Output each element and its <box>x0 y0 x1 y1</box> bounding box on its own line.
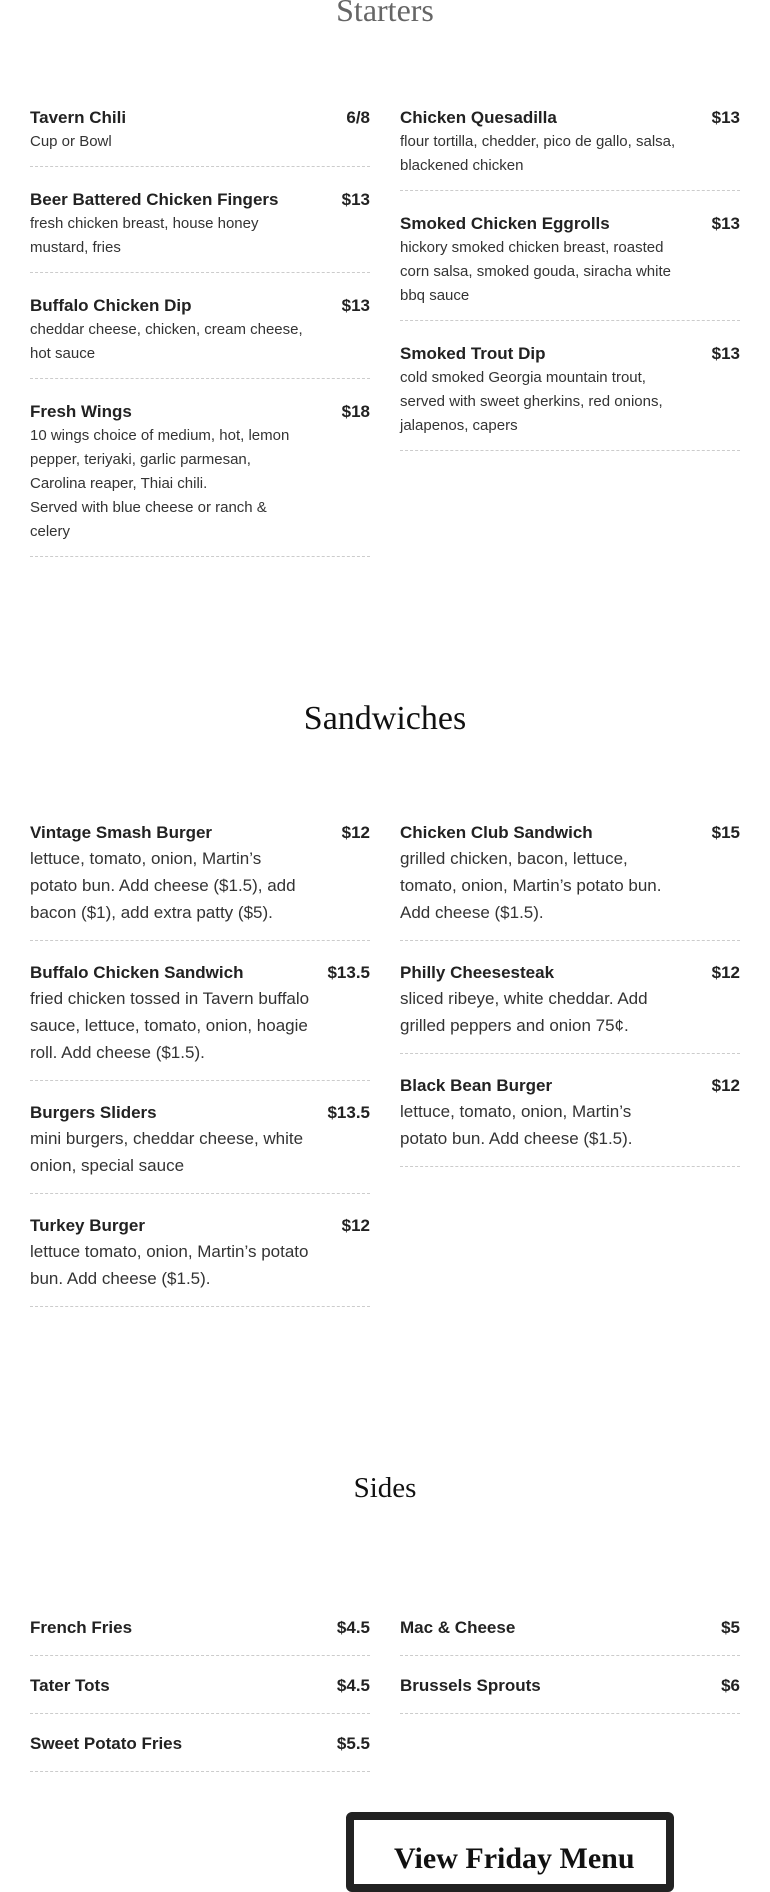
item-price: $5 <box>721 1618 740 1637</box>
item-price: $12 <box>341 1216 370 1235</box>
starters-left-column <box>30 106 370 578</box>
menu-item <box>30 1214 370 1307</box>
item-price: $13 <box>711 108 740 127</box>
sandwiches-right-column <box>400 821 740 1187</box>
item-name: Smoked Chicken Eggrolls <box>400 214 610 233</box>
item-price: $4.5 <box>336 1676 370 1695</box>
item-name: Philly Cheesesteak <box>400 963 555 982</box>
item-price: $5.5 <box>336 1734 370 1753</box>
item-price: $13.5 <box>327 963 370 982</box>
item-name: Tavern Chili <box>30 108 127 127</box>
item-description: lettuce, tomato, onion, Martin’s potato bun. Add cheese ($1.5). <box>400 1102 633 1148</box>
menu-item <box>30 821 370 941</box>
menu-item <box>30 188 370 273</box>
item-name: Buffalo Chicken Sandwich <box>30 963 244 982</box>
item-name: Buffalo Chicken Dip <box>30 296 192 315</box>
menu-item <box>400 212 740 321</box>
item-name: Brussels Sprouts <box>400 1676 541 1695</box>
menu-item <box>400 961 740 1054</box>
menu-item <box>400 342 740 451</box>
menu-item <box>30 106 370 167</box>
item-name: Tater Tots <box>30 1676 110 1695</box>
sides-heading: Sides <box>353 1472 417 1504</box>
item-name: French Fries <box>30 1618 133 1637</box>
item-description: fresh chicken breast, house honey mustard, fries <box>30 215 259 256</box>
item-description-note: Served with blue cheese or ranch & celery <box>30 499 267 540</box>
item-name: Vintage Smash Burger <box>30 823 213 842</box>
menu-item <box>400 1616 740 1656</box>
item-price: $13 <box>341 190 370 209</box>
menu-item <box>400 821 740 941</box>
view-menu-button-label: View Friday Menu <box>394 1842 635 1875</box>
view-menu-button[interactable] <box>346 1812 674 1892</box>
item-description: grilled chicken, bacon, lettuce, tomato, onion, Martin’s potato bun. Add cheese ($1.5). <box>400 849 662 922</box>
item-description: Cup or Bowl <box>30 133 112 150</box>
sandwiches-heading: Sandwiches <box>303 700 467 737</box>
menu-item <box>400 1074 740 1167</box>
menu-item <box>400 1674 740 1714</box>
item-description: lettuce tomato, onion, Martin’s potato bun. Add cheese ($1.5). <box>30 1242 309 1288</box>
starters-right-column <box>400 106 740 472</box>
item-name: Beer Battered Chicken Fingers <box>30 190 279 209</box>
item-description: hickory smoked chicken breast, roasted corn salsa, smoked gouda, siracha white bbq sauce <box>400 239 671 304</box>
menu-item <box>30 961 370 1081</box>
starters-heading: Starters <box>336 0 434 28</box>
item-name: Black Bean Burger <box>400 1076 553 1095</box>
sandwiches-left-column <box>30 821 370 1327</box>
item-name: Turkey Burger <box>30 1216 145 1235</box>
item-description: mini burgers, cheddar cheese, white onion, special sauce <box>30 1129 304 1175</box>
item-name: Mac & Cheese <box>400 1618 516 1637</box>
item-name: Sweet Potato Fries <box>30 1734 183 1753</box>
item-description: lettuce, tomato, onion, Martin’s potato bun. Add cheese ($1.5), add bacon ($1), add extra patty ($5). <box>30 849 296 922</box>
item-price: $12 <box>711 1076 740 1095</box>
item-price: $18 <box>341 402 370 421</box>
item-price: $6 <box>721 1676 740 1695</box>
item-price: 6/8 <box>346 108 370 127</box>
item-description: cheddar cheese, chicken, cream cheese, hot sauce <box>30 321 303 362</box>
item-description: flour tortilla, chedder, pico de gallo, salsa, blackened chicken <box>400 133 676 174</box>
sides-left-column <box>30 1616 370 1790</box>
sides-right-column <box>400 1616 740 1732</box>
item-name: Smoked Trout Dip <box>400 344 546 363</box>
item-price: $13 <box>711 344 740 363</box>
item-price: $12 <box>341 823 370 842</box>
menu-item <box>400 106 740 191</box>
menu-item <box>30 400 370 557</box>
item-name: Chicken Quesadilla <box>400 108 557 127</box>
item-description: 10 wings choice of medium, hot, lemon pepper, teriyaki, garlic parmesan, Carolina reaper, Thiai chili. <box>30 427 290 492</box>
item-price: $4.5 <box>336 1618 370 1637</box>
item-price: $13.5 <box>327 1103 370 1122</box>
menu-item <box>30 1616 370 1656</box>
item-description: fried chicken tossed in Tavern buffalo sauce, lettuce, tomato, onion, hoagie roll. Add cheese ($1.5). <box>30 989 310 1062</box>
item-price: $12 <box>711 963 740 982</box>
item-name: Chicken Club Sandwich <box>400 823 593 842</box>
item-price: $13 <box>341 296 370 315</box>
item-name: Fresh Wings <box>30 402 132 421</box>
item-price: $13 <box>711 214 740 233</box>
item-description: sliced ribeye, white cheddar. Add grilled peppers and onion 75¢. <box>400 989 648 1035</box>
menu-item <box>30 294 370 379</box>
menu-item <box>30 1732 370 1772</box>
item-description: cold smoked Georgia mountain trout, served with sweet gherkins, red onions, jalapenos, capers <box>400 369 663 434</box>
menu-item <box>30 1674 370 1714</box>
item-name: Burgers Sliders <box>30 1103 157 1122</box>
item-price: $15 <box>711 823 740 842</box>
menu-item <box>30 1101 370 1194</box>
